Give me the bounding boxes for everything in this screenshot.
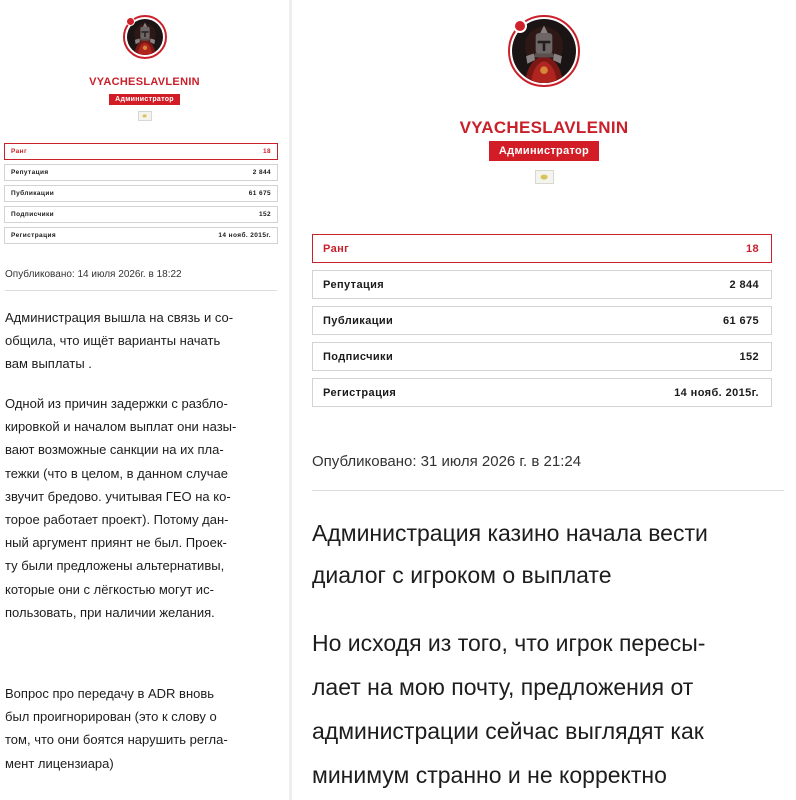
stat-value: 18	[745, 242, 759, 255]
stat-label: Регистрация	[323, 386, 397, 399]
post-paragraph	[312, 621, 705, 797]
text-line: ту были предложены альтернативы,	[5, 558, 225, 574]
stat-value: 61 675	[248, 190, 271, 197]
award-icon[interactable]	[138, 111, 152, 121]
text-line: Администрация вышла на связь и со-	[5, 310, 234, 325]
text-line: Вопрос про передачу в ADR вновь	[5, 686, 215, 701]
stat-row-reputation	[4, 164, 278, 181]
text-line: звучит бредово. учитывая ГЕО на ко-	[5, 488, 231, 504]
stat-row-posts	[4, 185, 278, 202]
profile-card	[0, 15, 289, 126]
stat-label: Репутация	[11, 169, 49, 176]
text-line: общила, что ищёт варианты начать	[5, 333, 221, 349]
online-status-icon	[513, 19, 527, 33]
text-line: кировкой и началом выплат они назы-	[5, 419, 237, 435]
text-line: торое работает проект). Потому дан-	[5, 512, 229, 528]
stat-row-rank	[4, 143, 278, 160]
profile-stats	[312, 234, 772, 414]
text-line: ный аргумент приянт не был. Проек-	[5, 535, 227, 551]
divider	[5, 290, 277, 291]
post-paragraph	[5, 306, 233, 376]
stat-value: 2 844	[729, 278, 759, 291]
stat-row-registration	[312, 378, 772, 407]
stat-row-followers	[312, 342, 772, 371]
profile-card	[292, 15, 796, 189]
text-line: том, что они боятся нарушить регла-	[5, 732, 228, 748]
stat-row-followers	[4, 206, 278, 223]
post-paragraph	[5, 682, 228, 775]
stat-value: 14 нояб. 2015г.	[674, 386, 759, 399]
text-line: которые они с лёгкостью могут ис-	[5, 581, 214, 597]
award-icon[interactable]	[535, 170, 554, 184]
text-line: вам выплаты .	[5, 356, 92, 372]
text-line: был проигнорирован (это к слову о	[5, 709, 217, 725]
stat-label: Публикации	[11, 190, 55, 197]
right-screenshot-panel	[292, 0, 796, 800]
divider	[312, 490, 784, 491]
text-line: мент лицензиара)	[5, 755, 114, 771]
post-paragraph	[312, 512, 708, 596]
profile-stats	[4, 143, 278, 248]
stat-row-posts	[312, 306, 772, 335]
stat-row-rank	[312, 234, 772, 263]
text-line: Администрация казино начала вести	[312, 520, 708, 546]
stat-row-reputation	[312, 270, 772, 299]
text-line: лает на мою почту, предложения от	[312, 674, 694, 700]
stat-label: Репутация	[323, 278, 385, 291]
avatar[interactable]	[508, 15, 580, 87]
stat-label: Регистрация	[11, 232, 57, 239]
stat-value: 14 нояб. 2015г.	[218, 232, 271, 239]
role-badge: Администратор	[489, 141, 599, 161]
stat-label: Подписчики	[11, 211, 55, 218]
stat-value: 2 844	[252, 169, 271, 176]
stat-value: 152	[739, 350, 759, 363]
text-line: диалог с игроком о выплате	[312, 562, 612, 588]
text-line: Одной из причин задержки с разбло-	[5, 396, 228, 411]
published-date: Опубликовано: 14 июля 2026г. в 18:22	[5, 269, 182, 280]
stat-value: 61 675	[722, 314, 759, 327]
text-line: администрации сейчас выглядят как	[312, 718, 704, 744]
published-date: Опубликовано: 31 июля 2026 г. в 21:24	[312, 453, 582, 470]
username[interactable]: VYACHESLAVLENIN	[459, 118, 629, 137]
avatar[interactable]	[123, 15, 167, 59]
stat-label: Подписчики	[323, 350, 394, 363]
stat-value: 18	[262, 148, 271, 155]
text-line: Но исходя из того, что игрок пересы-	[312, 630, 706, 656]
text-line: тежки (что в целом, в данном случае	[5, 465, 228, 481]
left-screenshot-panel	[0, 0, 289, 800]
stat-label: Ранг	[323, 242, 350, 255]
stat-value: 152	[258, 211, 271, 218]
text-line: вают возможные санкции на их пла-	[5, 442, 224, 458]
stat-label: Ранг	[11, 148, 28, 155]
text-line: минимум странно и не корректно	[312, 762, 667, 788]
post-paragraph	[5, 392, 236, 624]
text-line: пользовать, при наличии желания.	[5, 604, 215, 620]
username[interactable]: VYACHESLAVLENIN	[89, 76, 200, 88]
online-status-icon	[126, 17, 135, 26]
stat-label: Публикации	[323, 314, 394, 327]
stat-row-registration	[4, 227, 278, 244]
role-badge: Администратор	[109, 94, 180, 105]
